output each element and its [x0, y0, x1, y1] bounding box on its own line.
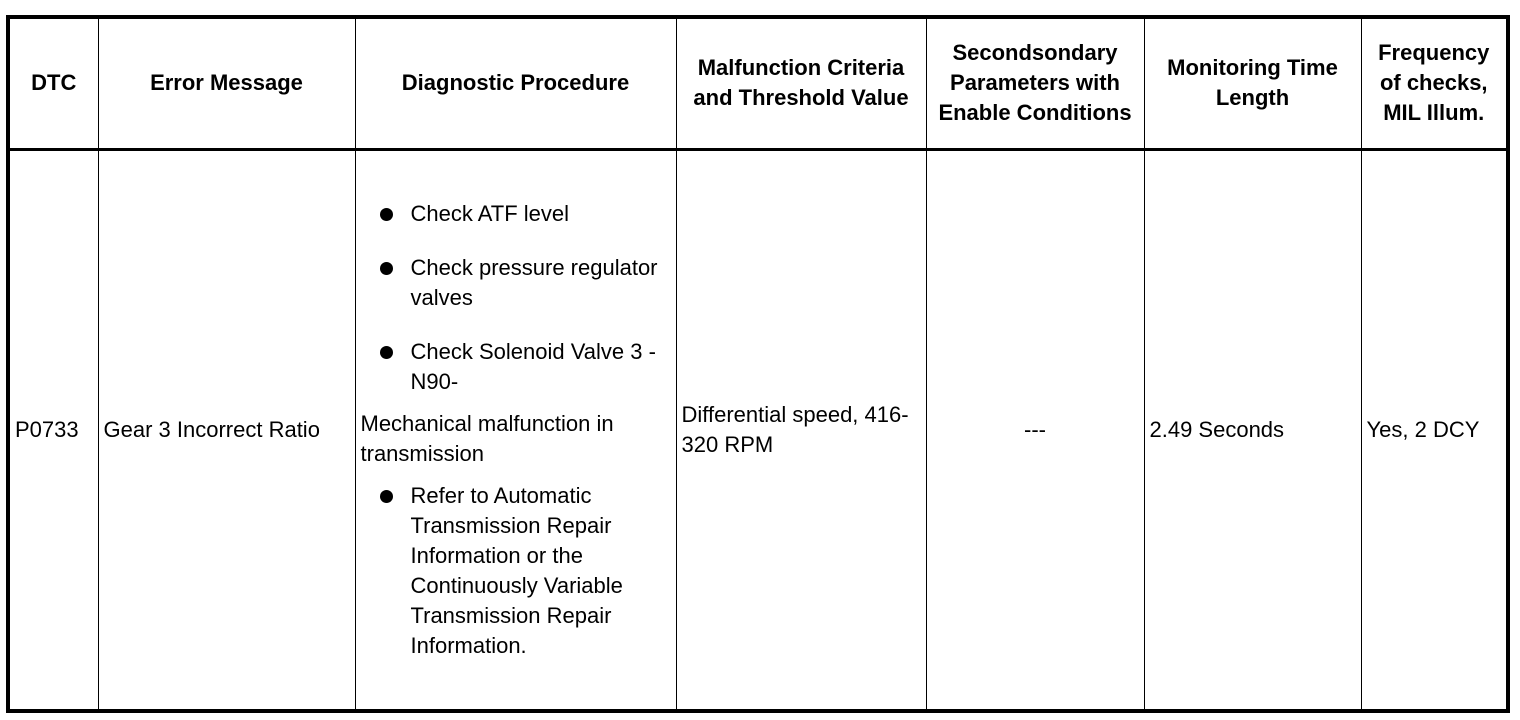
procedure-check-text: Check Solenoid Valve 3 -N90-: [410, 338, 656, 394]
header-monitoring-time: Monitoring Time Length: [1144, 17, 1361, 149]
cell-monitoring-time: 2.49 Seconds: [1144, 149, 1361, 711]
procedure-check-item: [361, 199, 676, 229]
procedure-check-item: [361, 337, 676, 397]
procedure-text: Mechanical malfunction in transmission: [360, 410, 614, 466]
procedure-check-item: [361, 253, 676, 313]
table-row: [8, 149, 1508, 711]
cell-secondary-parameters: ---: [926, 149, 1144, 711]
header-secondary-parameters: Secondsondary Parameters with Enable Conditions: [926, 17, 1144, 149]
bullet-icon: [380, 346, 393, 359]
bullet-icon: [380, 490, 393, 503]
dtc-table: [6, 15, 1510, 713]
header-diagnostic-procedure: Diagnostic Procedure: [355, 17, 676, 149]
bullet-icon: [380, 208, 393, 221]
procedure-refer-text: Refer to Automatic Transmission Repair Information or the Continuously Variable Transmission Repair Information.: [410, 482, 623, 658]
procedure-check-text: Check ATF level: [410, 200, 570, 226]
header-frequency: Frequency of checks, MIL Illum.: [1361, 17, 1508, 149]
header-row: [8, 17, 1508, 149]
header-error-message: Error Message: [98, 17, 355, 149]
cell-error-message: Gear 3 Incorrect Ratio: [98, 149, 355, 711]
procedure-refer-item: [361, 481, 676, 661]
header-dtc: DTC: [8, 17, 98, 149]
procedure-refer-list: [361, 481, 676, 661]
cell-frequency: Yes, 2 DCY: [1361, 149, 1508, 711]
cell-malfunction-criteria: Differential speed, 416-320 RPM: [676, 149, 926, 711]
procedure-check-list: [361, 199, 676, 397]
cell-dtc-code: P0733: [8, 149, 98, 711]
header-malfunction-criteria: Malfunction Criteria and Threshold Value: [676, 17, 926, 149]
procedure-check-text: Check pressure regulator valves: [410, 254, 658, 310]
bullet-icon: [380, 262, 393, 275]
cell-diagnostic-procedure: [355, 149, 676, 711]
